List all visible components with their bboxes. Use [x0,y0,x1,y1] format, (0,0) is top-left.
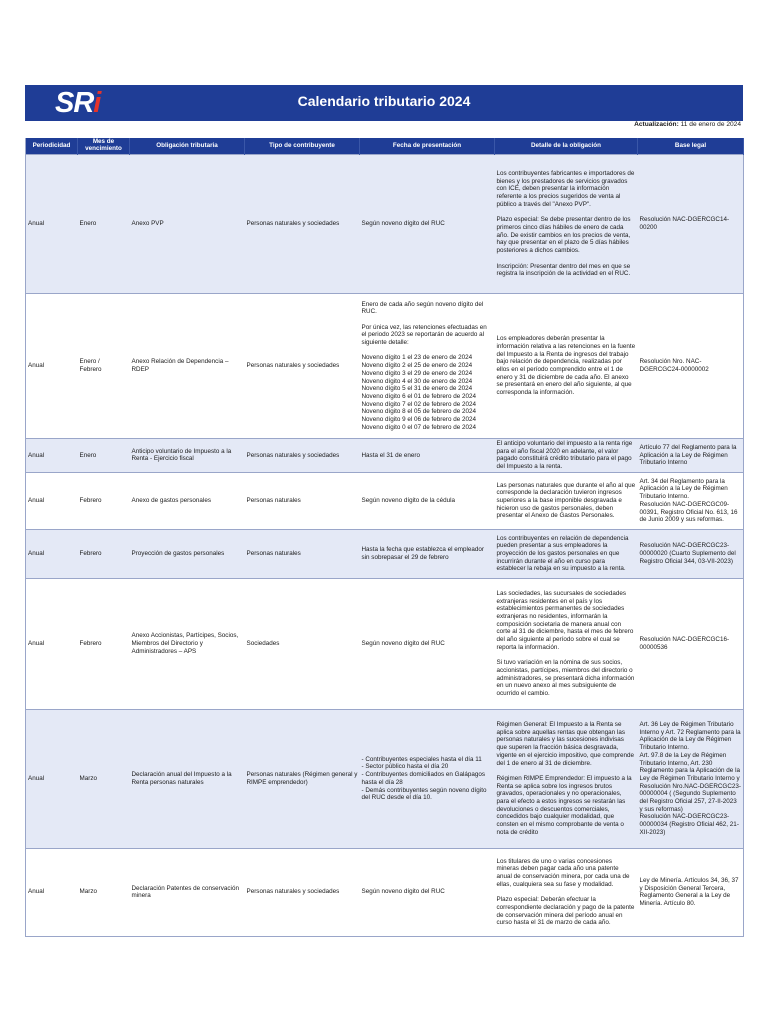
cell-periodicidad: Anual [26,578,78,709]
logo-accent: i [93,87,101,119]
cell-mes: Marzo [78,848,130,936]
cell-periodicidad: Anual [26,472,78,529]
cell-detalle: Los contribuyentes fabricantes e importadores de bienes y los prestadores de servicios gravados con ICE, deben presentar la información referente a los precios sugeridos de venta al público a través del "Anexo PVP". Plazo especial: Se debe presentar dentro de los primeros cinco días hábiles de enero de cada año. De existir cambios en los precios de venta, hay que presentar en el plazo de 5 días hábiles posteriores a dichos cambios. Inscripción: Presentar dentro del mes en que se registra la inscripción de la actividad en el RUC. [495,155,638,294]
cell-periodicidad: Anual [26,439,78,473]
cell-detalle: Los contribuyentes en relación de dependencia pueden presentar a sus empleadores la proyección de los gastos personales en que incurrirán durante el año en curso para establecer la rebaja en su impuesto a la renta. [495,529,638,578]
cell-obligacion: Anexo Accionistas, Partícipes, Socios, Miembros del Directorio y Administradores – APS [130,578,245,709]
cell-fecha: Según noveno dígito del RUC [360,155,495,294]
cell-obligacion: Anexo Relación de Dependencia – RDEP [130,294,245,439]
cell-tipo: Personas naturales (Régimen general y RIMPE emprendedor) [245,709,360,848]
cell-obligacion: Declaración anual del Impuesto a la Renta personas naturales [130,709,245,848]
cell-fecha: Hasta el 31 de enero [360,439,495,473]
cell-base-legal: Resolución NAC-DGERCGC16-00000536 [638,578,744,709]
cell-obligacion: Anticipo voluntario de Impuesto a la Renta - Ejercicio fiscal [130,439,245,473]
cell-base-legal: Resolución Nro. NAC-DGERCGC24-00000002 [638,294,744,439]
cell-fecha: Según noveno dígito de la cédula [360,472,495,529]
table-row [26,578,744,709]
table-row [26,472,744,529]
cell-detalle: Los empleadores deberán presentar la información relativa a las retenciones en la fuente del Impuesto a la Renta de ingresos del trabajo bajo relación de dependencia, realizadas por ellos en el período comprendido entre el 1 de enero y 31 de diciembre de cada año. El anexo se presentará en enero del año siguiente, al que corresponda la información. [495,294,638,439]
cell-periodicidad: Anual [26,529,78,578]
table-row [26,709,744,848]
page-title: Calendario tributario 2024 [297,93,471,109]
cell-base-legal: Resolución NAC-DGERCGC23-00000020 (Cuarto Suplemento del Registro Oficial 344, 03-VII-2023) [638,529,744,578]
cell-mes: Marzo [78,709,130,848]
table-row [26,529,744,578]
cell-fecha: Hasta la fecha que establezca el empleador sin sobrepasar el 29 de febrero [360,529,495,578]
cell-obligacion: Declaración Patentes de conservación minera [130,848,245,936]
cell-periodicidad: Anual [26,848,78,936]
sri-logo: SRi [55,87,101,119]
cell-tipo: Sociedades [245,578,360,709]
cell-mes: Enero [78,155,130,294]
cell-base-legal: Art. 36 Ley de Régimen Tributario Interno y Art. 72 Reglamento para la Aplicación de la Ley de Régimen Tributario Interno. Art. 97.8 de la Ley de Régimen Tributario Interno, Art. 230 Reglamento para la Aplicación de la Ley de Régimen Tributario Interno y Resolución Nro.NAC-DGERCGC23-00000004 ( (Segundo Suplemento del Registro Oficial 257, 27-II-2023 y sus reformas) Resolución NAC-DGERCGC23-00000034 (Registro Oficial 462, 21-XII-2023) [638,709,744,848]
cell-detalle: Los titulares de uno o varias concesiones mineras deben pagar cada año una patente anual de conservación minera, por cada una de ellas, cualquiera sea su fase y modalidad. Plazo especial: Deberán efectuar la correspondiente declaración y pago de la patente de conservación minera del período anual en curso hasta el 31 de marzo de cada año. [495,848,638,936]
cell-periodicidad: Anual [26,155,78,294]
cell-base-legal: Resolución NAC-DGERCGC14-00200 [638,155,744,294]
cell-detalle: Las personas naturales que durante el año al que corresponde la declaración tuvieron ingresos superiores a la base imponible desgravada e hicieron uso de gastos personales, deben presentar el Anexo de Gastos Personales. [495,472,638,529]
update-date [634,121,741,128]
cell-tipo: Personas naturales [245,472,360,529]
column-header: Base legal [638,138,744,155]
column-header: Obligación tributaria [130,138,245,155]
table-row [26,294,744,439]
cell-tipo: Personas naturales [245,529,360,578]
cell-tipo: Personas naturales y sociedades [245,848,360,936]
cell-obligacion: Anexo PVP [130,155,245,294]
cell-fecha: Según noveno dígito del RUC [360,578,495,709]
column-header: Tipo de contribuyente [245,138,360,155]
cell-mes: Febrero [78,578,130,709]
update-value: 11 de enero de 2024 [680,121,741,128]
cell-periodicidad: Anual [26,294,78,439]
table-row [26,155,744,294]
cell-obligacion: Anexo de gastos personales [130,472,245,529]
cell-tipo: Personas naturales y sociedades [245,294,360,439]
cell-tipo: Personas naturales y sociedades [245,155,360,294]
cell-detalle: El anticipo voluntario del impuesto a la renta rige para el año fiscal 2020 en adelante, el valor pagado constituirá crédito tributario para el pago del Impuesto a la renta. [495,439,638,473]
header-banner [25,85,743,121]
cell-base-legal: Ley de Minería. Artículos 34, 36, 37 y Disposición General Tercera, Reglamento General a la Ley de Minería. Artículo 80. [638,848,744,936]
cell-periodicidad: Anual [26,709,78,848]
cell-tipo: Personas naturales y sociedades [245,439,360,473]
cell-mes: Febrero [78,529,130,578]
cell-base-legal: Artículo 77 del Reglamento para la Aplicación a la Ley de Régimen Tributario Interno [638,439,744,473]
column-header: Detalle de la obligación [495,138,638,155]
update-label: Actualización: [634,121,679,128]
table-row [26,439,744,473]
cell-mes: Enero / Febrero [78,294,130,439]
column-header: Periodicidad [26,138,78,155]
table-row [26,848,744,936]
cell-fecha: - Contribuyentes especiales hasta el día 11 - Sector público hasta el día 20 - Contribuyentes domiciliados en Galápagos hasta el día 28 - Demás contribuyentes según noveno dígito del RUC desde el día 10. [360,709,495,848]
cell-detalle: Régimen General: El Impuesto a la Renta se aplica sobre aquellas rentas que obtengan las personas naturales y las sucesiones indivisas que superen la fracción básica desgravada, vigente en el ejercicio impositivo, que comprende del 1 de enero al 31 de diciembre. Régimen RIMPE Emprendedor: El impuesto a la Renta se aplica sobre los ingresos brutos gravados, operacionales y no operacionales, para el efecto a estos ingresos se restarán las devoluciones o descuentos comerciales, concedidos bajo cualquier modalidad, que consten en el mismo comprobante de venta o nota de crédito [495,709,638,848]
column-header: Fecha de presentación [360,138,495,155]
cell-fecha: Según noveno dígito del RUC [360,848,495,936]
cell-fecha: Enero de cada año según noveno dígito del RUC. Por única vez, las retenciones efectuadas en el periodo 2023 se reportarán de acuerdo al siguiente detalle: Noveno dígito 1 el 23 de enero de 2024 Noveno dígito 2 el 25 de enero de 2024 Noveno dígito 3 el 29 de enero de 2024 Noveno dígito 4 el 30 de enero de 2024 Noveno dígito 5 el 31 de enero de 2024 Noveno dígito 6 el 01 de febrero de 2024 Noveno dígito 7 el 02 de febrero de 2024 Noveno dígito 8 el 05 de febrero de 2024 Noveno dígito 9 el 06 de febrero de 2024 Noveno dígito 0 el 07 de febrero de 2024 [360,294,495,439]
table-header-row [26,138,744,155]
column-header: Mes de vencimiento [78,138,130,155]
tax-calendar-table [25,138,744,937]
cell-base-legal: Art. 34 del Reglamento para la Aplicación a la Ley de Régimen Tributario Interno. Resolución NAC-DGERCGC09-00391, Registro Oficial No. 613, 16 de Junio 2009 y sus reformas. [638,472,744,529]
cell-mes: Febrero [78,472,130,529]
cell-mes: Enero [78,439,130,473]
cell-detalle: Las sociedades, las sucursales de sociedades extranjeras residentes en el país y los establecimientos permanentes de sociedades extranjeras no residentes, informarán la composición societaria de manera anual con corte al 31 de diciembre, hasta el mes de febrero del año siguiente al período sobre el cual se reporta la información. Si tuvo variación en la nómina de sus socios, accionistas, partícipes, miembros del directorio o administradores, se presentará dicha información en un nuevo anexo al mes subsiguiente de ocurrido el cambio. [495,578,638,709]
cell-obligacion: Proyección de gastos personales [130,529,245,578]
